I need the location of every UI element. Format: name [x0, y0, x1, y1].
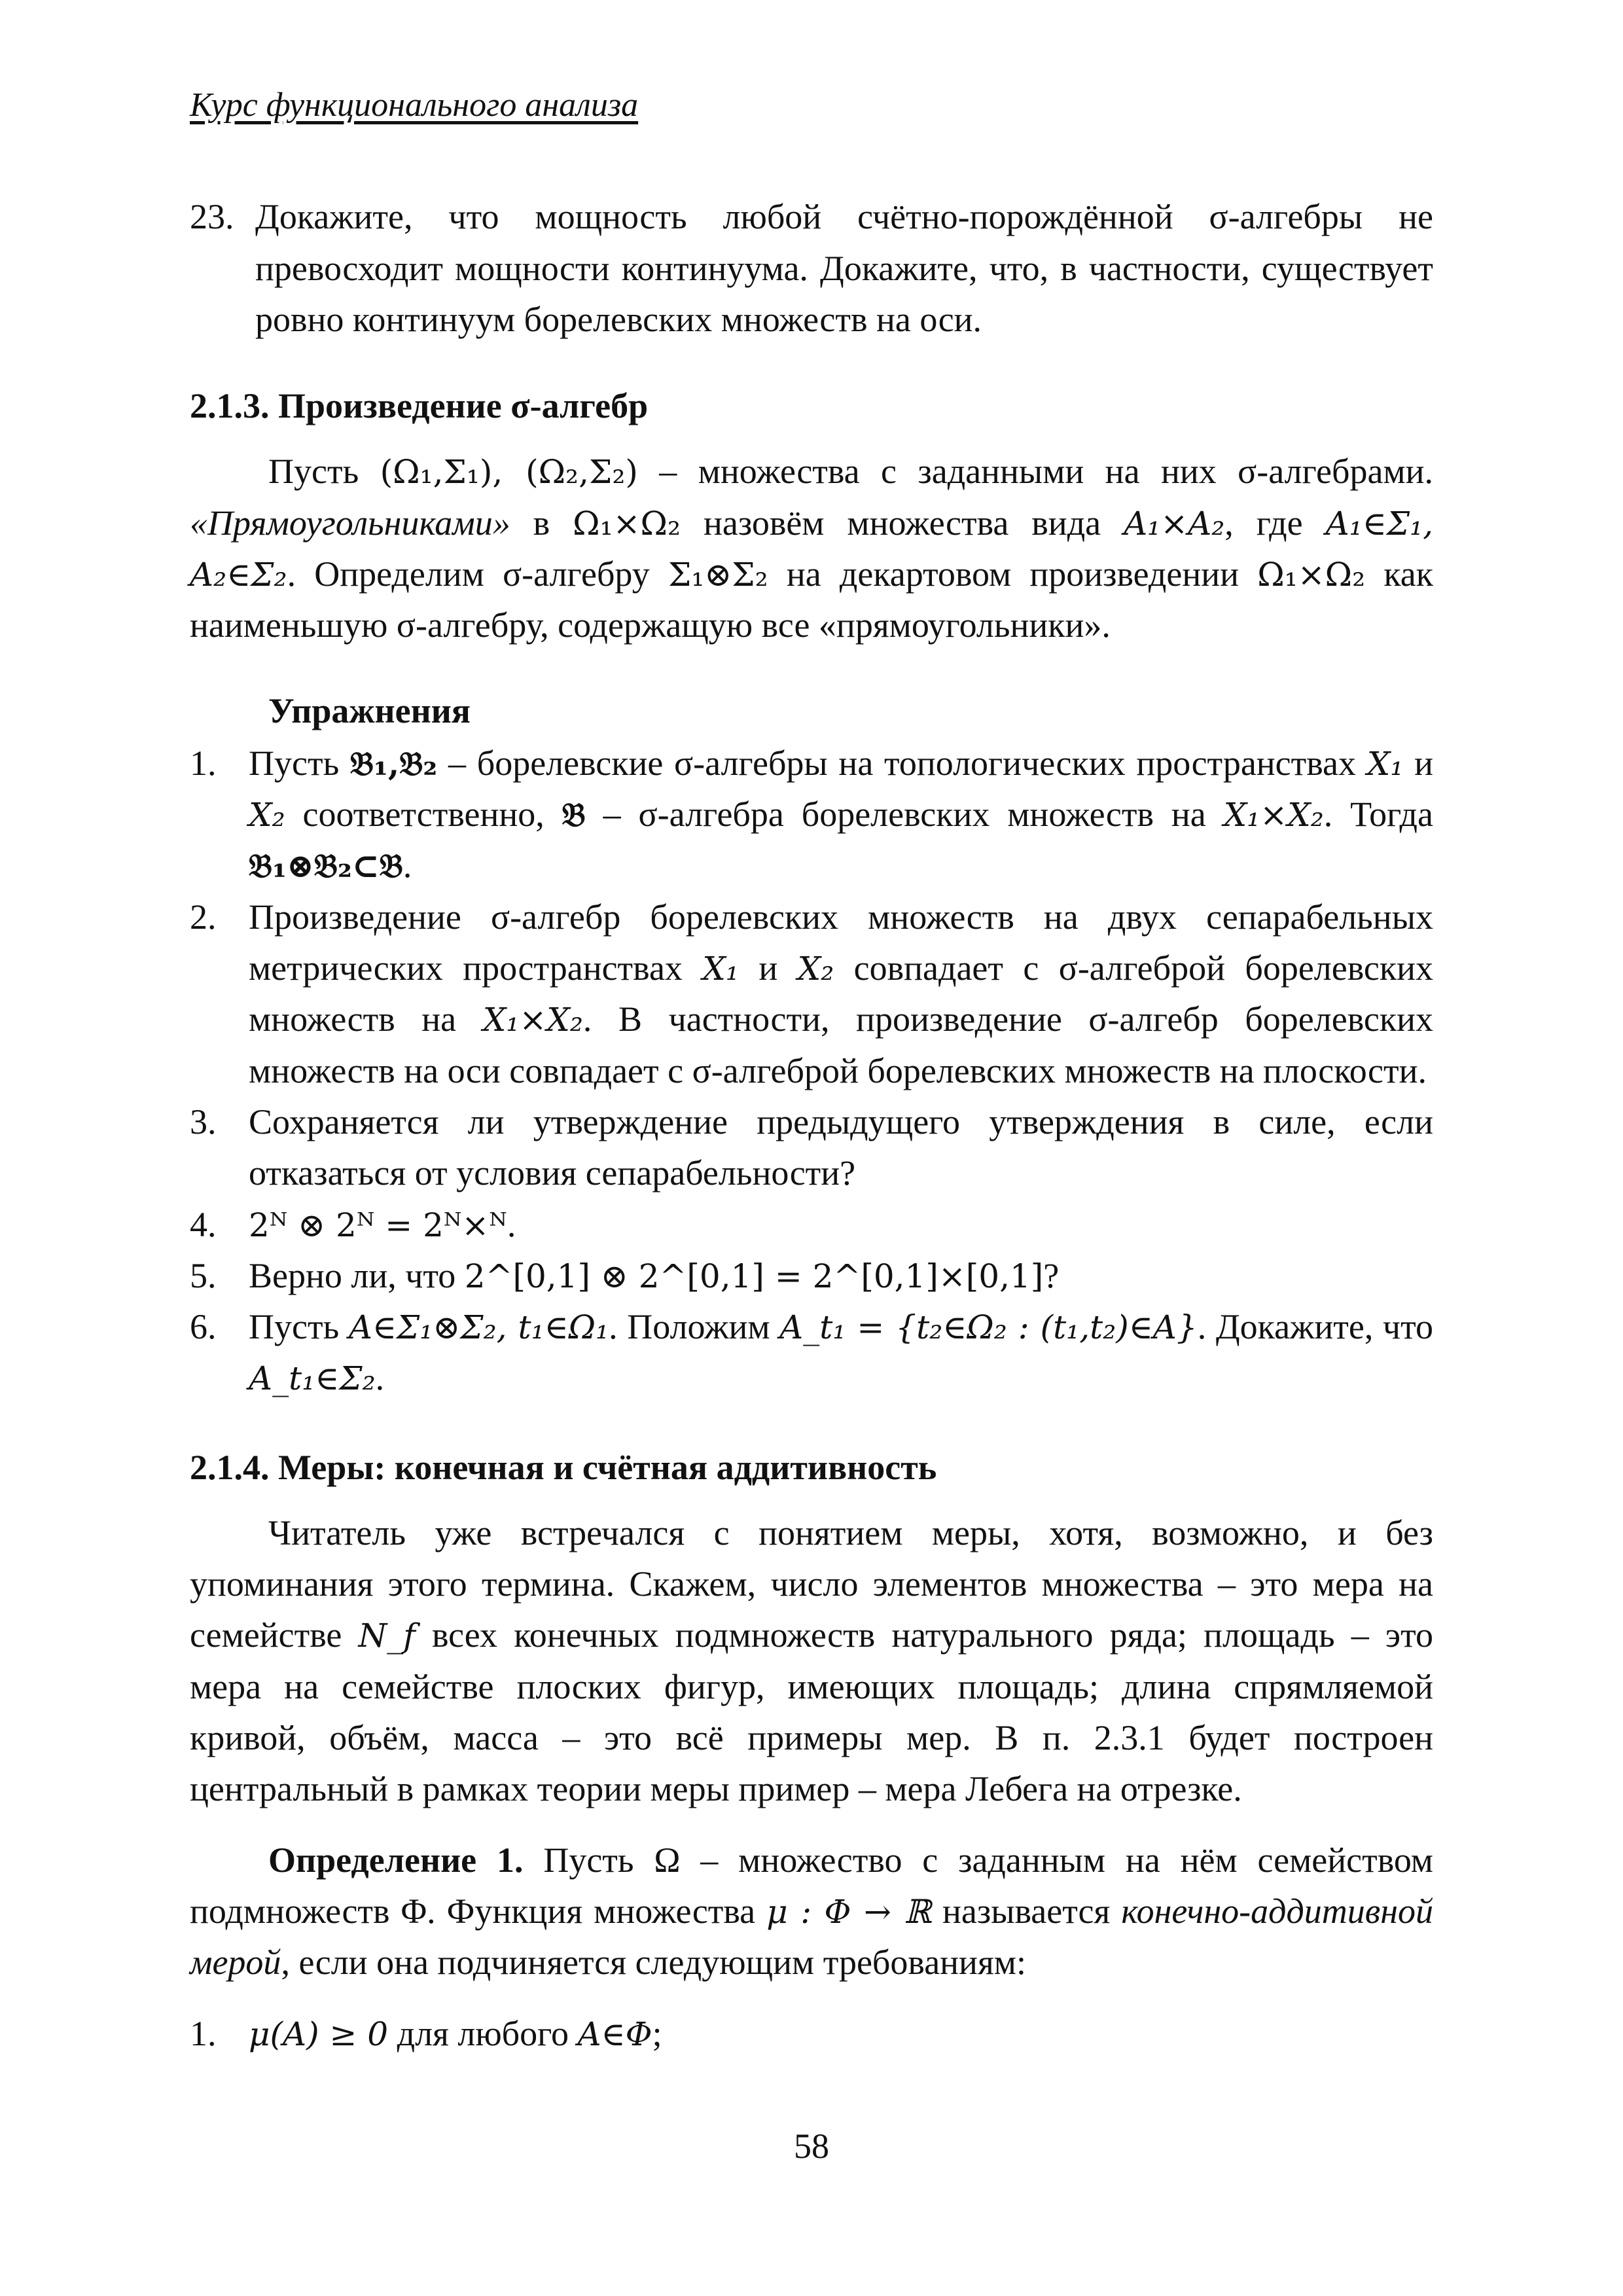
text: , если она подчиняется следующим требованиям:	[281, 1943, 1026, 1982]
exercise-5	[190, 1250, 1433, 1301]
exercise-text	[249, 891, 1433, 1096]
exercise-text: Докажите, что мощность любой счётно-порождённой σ-алгебры не превосходит мощности континуума. Докажите, что, в частности, существует ровно континуум борелевских множеств на оси.	[255, 197, 1433, 339]
formula: X₁	[1366, 744, 1404, 783]
requirement-1	[190, 2008, 1433, 2059]
exercise-text	[249, 1250, 1433, 1301]
exercise-number: 5.	[190, 1255, 217, 1295]
definition-label: Определение 1.	[268, 1840, 524, 1880]
exercises-title: Упражнения	[268, 691, 471, 730]
exercise-number: 23.	[190, 197, 234, 237]
paragraph-measures-intro	[190, 1507, 1433, 1815]
definition-1	[190, 1835, 1433, 1988]
requirement-number: 1.	[190, 2013, 217, 2053]
formula: 2^[0,1] ⊗ 2^[0,1] = 2^[0,1]×[0,1]	[464, 1257, 1044, 1295]
formula: A₁×A₂	[1124, 504, 1225, 543]
formula: A_t₁∈Σ₂	[249, 1359, 376, 1398]
formula: 𝔅₁⊗𝔅₂⊂𝔅	[249, 846, 403, 886]
formula: A_t₁ = {t₂∈Ω₂ : (t₁,t₂)∈A}	[779, 1308, 1198, 1347]
text: в	[510, 503, 573, 543]
formula: X₂	[249, 796, 285, 834]
text: . Докажите, что	[1197, 1307, 1433, 1347]
text: – σ-алгебра борелевских множеств на	[585, 795, 1224, 834]
formula: μ(A) ≥ 0	[249, 2015, 389, 2053]
text: . В частности, произведение σ-алгебр борелевских множеств на оси совпадает с σ-алгеброй борелевских множеств на плоскости.	[249, 999, 1433, 1090]
formula: X₁	[702, 950, 739, 988]
text: Пусть	[249, 743, 350, 783]
exercise-1	[190, 738, 1433, 891]
exercise-text	[249, 1301, 1433, 1404]
text: как наименьшую σ-алгебру, содержащую все «прямоугольники».	[190, 554, 1434, 645]
term-rectangles: «Прямоугольниками»	[190, 503, 510, 543]
formula: A₁∈Σ₁, A₂∈Σ₂	[190, 504, 1434, 594]
paragraph-rectangles	[190, 446, 1433, 651]
exercise-text	[249, 738, 1433, 891]
section-title-2-1-3: 2.1.3. Произведение σ-алгебр	[190, 386, 649, 426]
text: . Тогда	[1323, 795, 1433, 834]
formula: A∈Σ₁⊗Σ₂, t₁∈Ω₁	[348, 1308, 609, 1347]
text: Читатель уже встречался с понятием меры, хотя, возможно, и без упоминания этого термина. Скажем, число элементов множества – это мера на семействе	[190, 1513, 1433, 1655]
text: совпадает с σ-алгеброй борелевских множеств на	[249, 948, 1433, 1039]
formula: 𝔅	[562, 795, 586, 834]
formula: X₂	[797, 950, 834, 988]
text: Пусть Ω – множество с заданным на нём семейством подмножеств Φ. Функция множества	[190, 1840, 1433, 1931]
exercise-number: 6.	[190, 1307, 217, 1347]
formula: X₁×X₂	[482, 1001, 583, 1039]
text: , где	[1224, 503, 1326, 543]
text: на декартовом произведении	[768, 554, 1258, 594]
text: . Положим	[609, 1307, 780, 1347]
text: Произведение σ-алгебр борелевских множеств на двух сепарабельных метрических пространствах	[249, 897, 1433, 988]
text: .	[507, 1204, 516, 1244]
exercise-23	[190, 191, 1433, 345]
exercise-number: 2.	[190, 897, 217, 937]
exercise-3	[190, 1096, 1433, 1199]
exercise-text	[249, 1199, 1433, 1250]
formula: X₁×X₂	[1223, 796, 1324, 834]
text: .	[402, 846, 412, 886]
formula: Σ₁⊗Σ₂	[668, 556, 768, 594]
text: – множества с заданными на них σ-алгебрами.	[637, 452, 1434, 492]
text: называется	[931, 1891, 1122, 1931]
formula: 2ᴺ ⊗ 2ᴺ = 2ᴺ×ᴺ	[249, 1206, 507, 1244]
exercise-4	[190, 1199, 1433, 1250]
formula: A∈Φ	[577, 2015, 652, 2053]
formula: N_f	[358, 1617, 416, 1655]
formula: 𝔅₁,𝔅₂	[349, 744, 438, 783]
formula: μ : Φ → ℝ	[766, 1892, 931, 1931]
exercise-number: 3.	[190, 1102, 217, 1141]
formula: Ω₁×Ω₂	[1257, 556, 1366, 594]
text: .	[375, 1358, 385, 1398]
text: всех конечных подмножеств натурального ряда; площадь – это мера на семействе плоских фигур, имеющих площадь; длина спрямляемой кривой, объём, масса – это всё примеры мер. В п. 2.3.1 будет построен центральный в рамках теории меры пример – мера Лебега на отрезке.	[190, 1615, 1433, 1809]
exercise-2	[190, 891, 1433, 1096]
formula: Ω₁×Ω₂	[573, 504, 681, 543]
exercise-number: 4.	[190, 1204, 217, 1244]
running-header: Курс функционального анализа	[190, 86, 639, 124]
text: и	[1403, 743, 1433, 783]
text: ?	[1043, 1255, 1060, 1295]
text: Верно ли, что	[249, 1255, 465, 1295]
text: соответственно,	[285, 795, 562, 834]
exercise-number: 1.	[190, 743, 217, 783]
text: ;	[652, 2013, 662, 2053]
term-finitely-additive-measure: конечно-аддитивной мерой	[190, 1891, 1433, 1982]
text: для любого	[388, 2013, 578, 2053]
spacer	[190, 1815, 1433, 1835]
requirement-text	[249, 2008, 1433, 2059]
exercise-6	[190, 1301, 1433, 1404]
section-title-2-1-4: 2.1.4. Меры: конечная и счётная аддитивность	[190, 1447, 937, 1487]
exercise-text: Сохраняется ли утверждение предыдущего утверждения в силе, если отказаться от условия сепарабельности?	[249, 1102, 1433, 1193]
text: Пусть	[249, 1307, 349, 1347]
spacer	[190, 1988, 1433, 2008]
text: . Определим σ-алгебру	[287, 554, 668, 594]
formula: (Ω₁,Σ₁), (Ω₂,Σ₂)	[380, 453, 638, 492]
text: – борелевские σ-алгебры на топологических пространствах	[437, 743, 1367, 783]
text: назовём множества вида	[681, 503, 1124, 543]
text: и	[738, 948, 798, 988]
page-number: 58	[794, 2126, 829, 2166]
page-body	[190, 85, 1433, 2059]
text: Пусть	[268, 452, 359, 492]
